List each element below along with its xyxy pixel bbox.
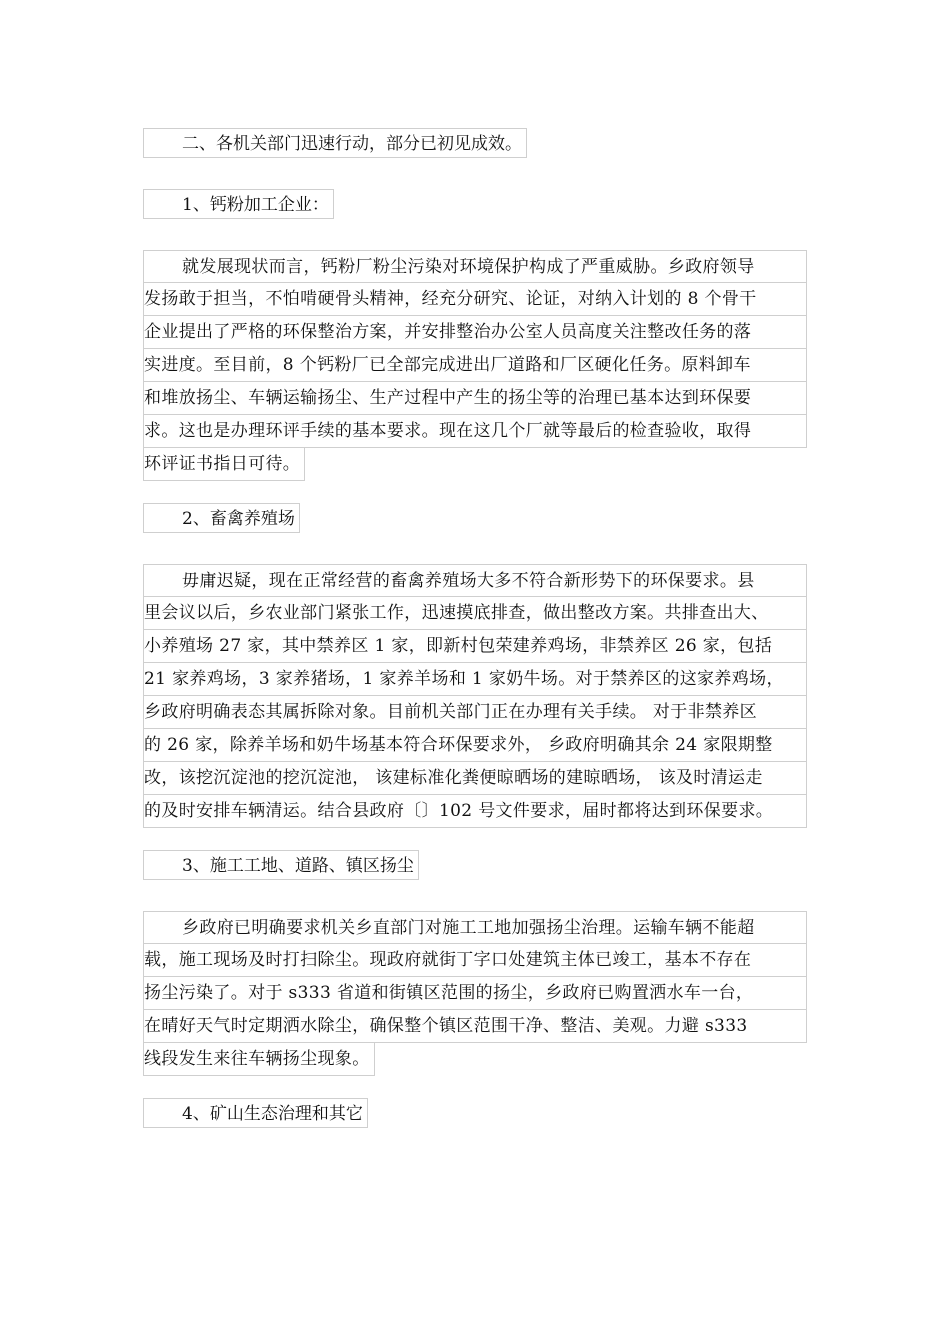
- paragraph-line: 企业提出了严格的环保整治方案，并安排整治办公室人员高度关注整改任务的落: [143, 316, 807, 349]
- paragraph-line: 毋庸迟疑，现在正常经营的畜禽养殖场大多不符合新形势下的环保要求。县: [143, 564, 807, 597]
- section-heading-main: [143, 128, 807, 159]
- paragraph-calcium: [143, 250, 807, 481]
- subsection-title-calcium: [143, 189, 807, 220]
- paragraph-line: 乡政府已明确要求机关乡直部门对施工工地加强扬尘治理。运输车辆不能超: [143, 911, 807, 944]
- paragraph-line: 21 家养鸡场，3 家养猪场，1 家养羊场和 1 家奶牛场。对于禁养区的这家养鸡场，: [143, 663, 807, 696]
- paragraph-line: 发扬敢于担当，不怕啃硬骨头精神，经充分研究、论证，对纳入计划的 8 个骨干: [143, 283, 807, 316]
- section-heading-main-text: 二、各机关部门迅速行动，部分已初见成效。: [143, 128, 527, 158]
- paragraph-line: 在晴好天气时定期洒水除尘，确保整个镇区范围干净、整洁、美观。力避 s333: [143, 1010, 807, 1043]
- subsection-title-dust: [143, 850, 807, 881]
- subsection-title-mining-text: 4、矿山生态治理和其它: [143, 1098, 368, 1128]
- paragraph-line: 里会议以后，乡农业部门紧张工作，迅速摸底排查，做出整改方案。共排查出大、: [143, 597, 807, 630]
- paragraph-line: 和堆放扬尘、车辆运输扬尘、生产过程中产生的扬尘等的治理已基本达到环保要: [143, 382, 807, 415]
- paragraph-line: 实进度。至目前，8 个钙粉厂已全部完成进出厂道路和厂区硬化任务。原料卸车: [143, 349, 807, 382]
- paragraph-line: 求。这也是办理环评手续的基本要求。现在这几个厂就等最后的检查验收，取得: [143, 415, 807, 448]
- paragraph-line: 环评证书指日可待。: [143, 448, 305, 481]
- document-page: [143, 128, 807, 1129]
- paragraph-line: 改，该挖沉淀池的挖沉淀池， 该建标准化粪便晾晒场的建晾晒场， 该及时清运走: [143, 762, 807, 795]
- paragraph-line: 就发展现状而言，钙粉厂粉尘污染对环境保护构成了严重威胁。乡政府领导: [143, 250, 807, 283]
- paragraph-line: 的及时安排车辆清运。结合县政府〔〕102 号文件要求，届时都将达到环保要求。: [143, 795, 807, 828]
- paragraph-line: 载，施工现场及时打扫除尘。现政府就街丁字口处建筑主体已竣工，基本不存在: [143, 944, 807, 977]
- subsection-title-livestock-text: 2、畜禽养殖场: [143, 503, 300, 533]
- subsection-title-calcium-text: 1、钙粉加工企业：: [143, 189, 334, 219]
- paragraph-line: 乡政府明确表态其属拆除对象。目前机关部门正在办理有关手续。 对于非禁养区: [143, 696, 807, 729]
- subsection-title-mining: [143, 1098, 807, 1129]
- paragraph-line: 线段发生来往车辆扬尘现象。: [143, 1043, 375, 1076]
- paragraph-line: 的 26 家，除养羊场和奶牛场基本符合环保要求外， 乡政府明确其余 24 家限期整: [143, 729, 807, 762]
- paragraph-dust: [143, 911, 807, 1076]
- paragraph-line: 扬尘污染了。对于 s333 省道和街镇区范围的扬尘，乡政府已购置洒水车一台，: [143, 977, 807, 1010]
- paragraph-livestock: [143, 564, 807, 828]
- paragraph-line: 小养殖场 27 家，其中禁养区 1 家，即新村包荣建养鸡场，非禁养区 26 家，包括: [143, 630, 807, 663]
- subsection-title-dust-text: 3、施工工地、道路、镇区扬尘: [143, 850, 419, 880]
- subsection-title-livestock: [143, 503, 807, 534]
